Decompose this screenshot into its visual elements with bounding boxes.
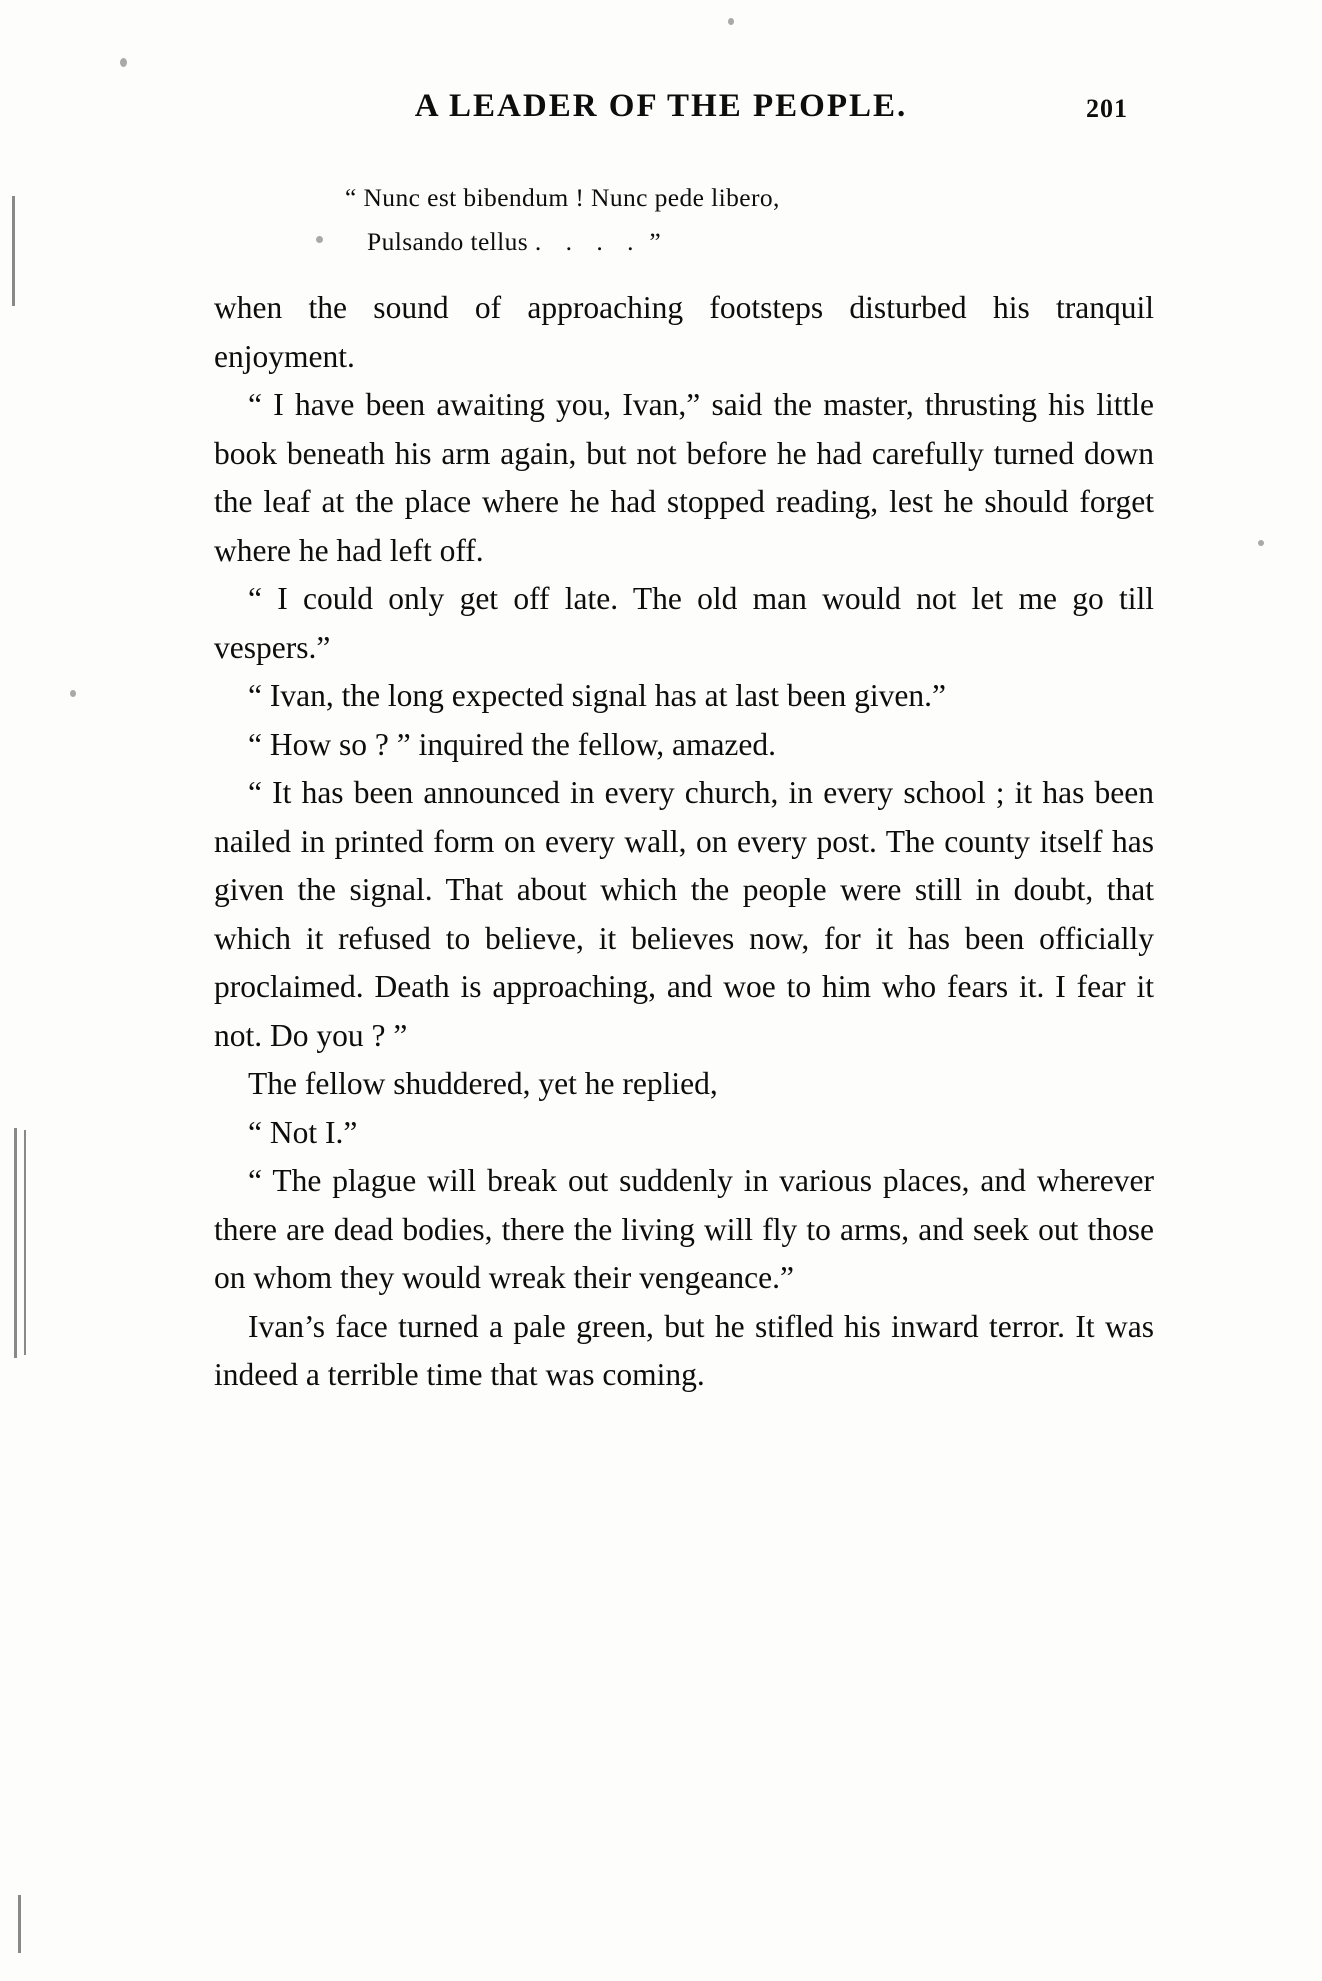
- scan-artifact-speck: [728, 18, 734, 25]
- scan-artifact-speck: [70, 690, 76, 697]
- paragraph: “ It has been announced in every church, in every school ; it has been nailed in printed form on every wall, on every post. The county itself has given the signal. That about which the people were still in doubt, that which it refused to believe, it believes now, for it has been officially proclaimed. Death is approaching, and woe to him who fears it. I fear it not. Do you ? ”: [214, 775, 1154, 1053]
- epigraph-line-1: “ Nunc est bibendum ! Nunc pede libero,: [345, 183, 780, 212]
- paragraph: when the sound of approaching footsteps disturbed his tranquil enjoyment.: [214, 290, 1154, 374]
- scan-artifact-speck: [120, 58, 127, 67]
- paragraph: Ivan’s face turned a pale green, but he stifled his inward terror. It was indeed a terrible time that was coming.: [214, 1308, 1154, 1392]
- paragraph: “ The plague will break out suddenly in various places, and wherever there are dead bodies, there the living will fly to arms, and seek out those on whom they would wreak their vengeance.”: [214, 1163, 1154, 1295]
- scan-artifact-edge-mark: [14, 1128, 17, 1358]
- epigraph-line-2-text: Pulsando tellus: [367, 227, 529, 256]
- epigraph-closing-quote: ”: [649, 227, 662, 256]
- scan-artifact-edge-mark: [12, 196, 15, 306]
- scan-artifact-speck: [316, 236, 323, 243]
- scan-artifact-edge-mark: [24, 1130, 26, 1355]
- running-title: A LEADER OF THE PEOPLE.: [414, 88, 908, 124]
- paragraph: “ I could only get off late. The old man would not let me go till vespers.”: [214, 581, 1154, 665]
- paragraph: “ I have been awaiting you, Ivan,” said the master, thrusting his little book beneath his arm again, but not before he had carefully turned down the leaf at the place where he had stopped reading, lest he should forget where he had left off.: [214, 387, 1154, 568]
- paragraph: The fellow shuddered, yet he replied,: [248, 1066, 718, 1101]
- epigraph-verse: [345, 176, 1065, 264]
- body-text: [214, 284, 1154, 1400]
- scan-artifact-speck: [1258, 540, 1264, 546]
- page-number: 201: [1086, 94, 1128, 123]
- scan-artifact-edge-mark: [18, 1895, 21, 1953]
- paragraph: “ Ivan, the long expected signal has at last been given.”: [248, 678, 946, 713]
- paragraph: “ Not I.”: [248, 1114, 358, 1150]
- paragraph: “ How so ? ” inquired the fellow, amazed.: [248, 726, 777, 762]
- epigraph-ellipsis: . . . .: [534, 227, 643, 256]
- epigraph-line-2: [345, 220, 1065, 264]
